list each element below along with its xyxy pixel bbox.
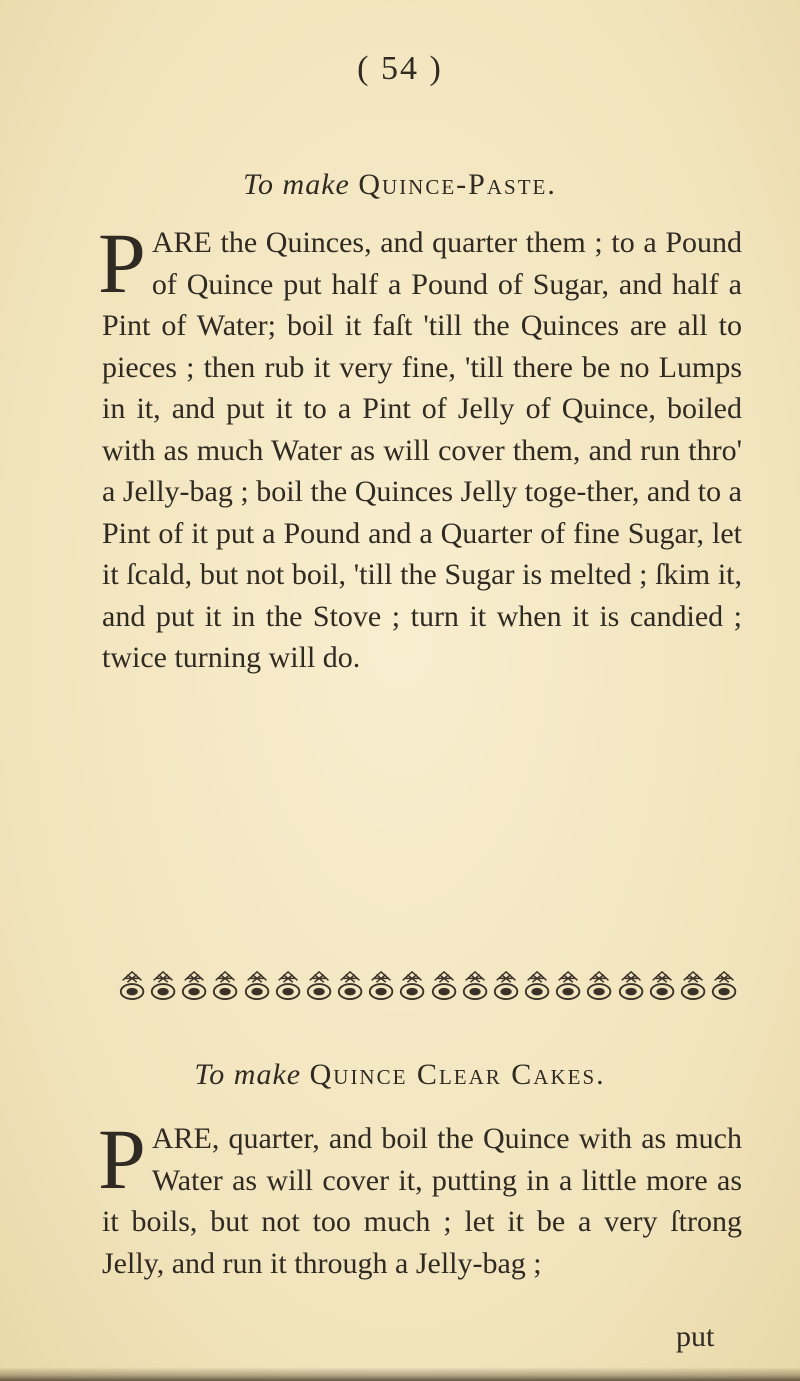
fleuron-icon <box>243 968 271 1002</box>
fleuron-icon <box>492 968 520 1002</box>
recipe-body-quince-paste <box>98 215 742 679</box>
recipe-text: ARE, quarter, and boil the Quince with as much Water as will cover it, putting in a little more as it boils, but not too much ; let it be a very ſtrong Jelly, and run it through a Jelly-bag ; <box>102 1122 742 1280</box>
fleuron-icon <box>554 968 582 1002</box>
recipe-text: ARE the Quinces, and quarter them ; to a Pound of Quince put half a Pound of Sugar, and half a Pint of Water; boil it faſt 'till the Quinces are all to pieces ; then rub it very fine, 'till there be no Lumps in it, and put it to a Pint of Jelly of Quince, boiled with as much Water as will cover them, and run thro' a Jelly-bag ; boil the Quinces Jelly toge-ther, and to a Pint of it put a Pound and a Quarter of fine Sugar, let it ſcald, but not boil, 'till the Sugar is melted ; ſkim it, and put it in the Stove ; turn it when it is candied ; twice turning will do. <box>102 226 742 674</box>
fleuron-icon <box>648 968 676 1002</box>
recipe-body-quince-clear-cakes <box>98 1111 742 1284</box>
recipe-title-quince-clear-cakes <box>0 1058 800 1092</box>
drop-capital: P <box>98 1111 146 1207</box>
fleuron-icon <box>523 968 551 1002</box>
title-caps-part: Quince Clear Cakes. <box>309 1058 606 1091</box>
fleuron-icon <box>336 968 364 1002</box>
title-italic-part: To make <box>243 168 350 201</box>
fleuron-icon <box>617 968 645 1002</box>
fleuron-icon <box>274 968 302 1002</box>
title-caps-part: Quince-Paste. <box>358 168 557 201</box>
fleuron-icon <box>211 968 239 1002</box>
printers-ornament-band <box>118 968 738 1004</box>
fleuron-icon <box>367 968 395 1002</box>
fleuron-icon <box>118 968 146 1002</box>
page-bottom-shadow <box>0 1367 800 1381</box>
catchword: put <box>676 1320 715 1353</box>
fleuron-icon <box>710 968 738 1002</box>
fleuron-icon <box>679 968 707 1002</box>
title-italic-part: To make <box>194 1058 302 1091</box>
fleuron-icon <box>430 968 458 1002</box>
recipe-title-quince-paste <box>0 168 800 202</box>
fleuron-icon <box>180 968 208 1002</box>
fleuron-icon <box>585 968 613 1002</box>
fleuron-icon <box>398 968 426 1002</box>
drop-capital: P <box>98 215 146 311</box>
page-number: ( 54 ) <box>357 50 443 87</box>
fleuron-icon <box>461 968 489 1002</box>
fleuron-icon <box>149 968 177 1002</box>
fleuron-icon <box>305 968 333 1002</box>
